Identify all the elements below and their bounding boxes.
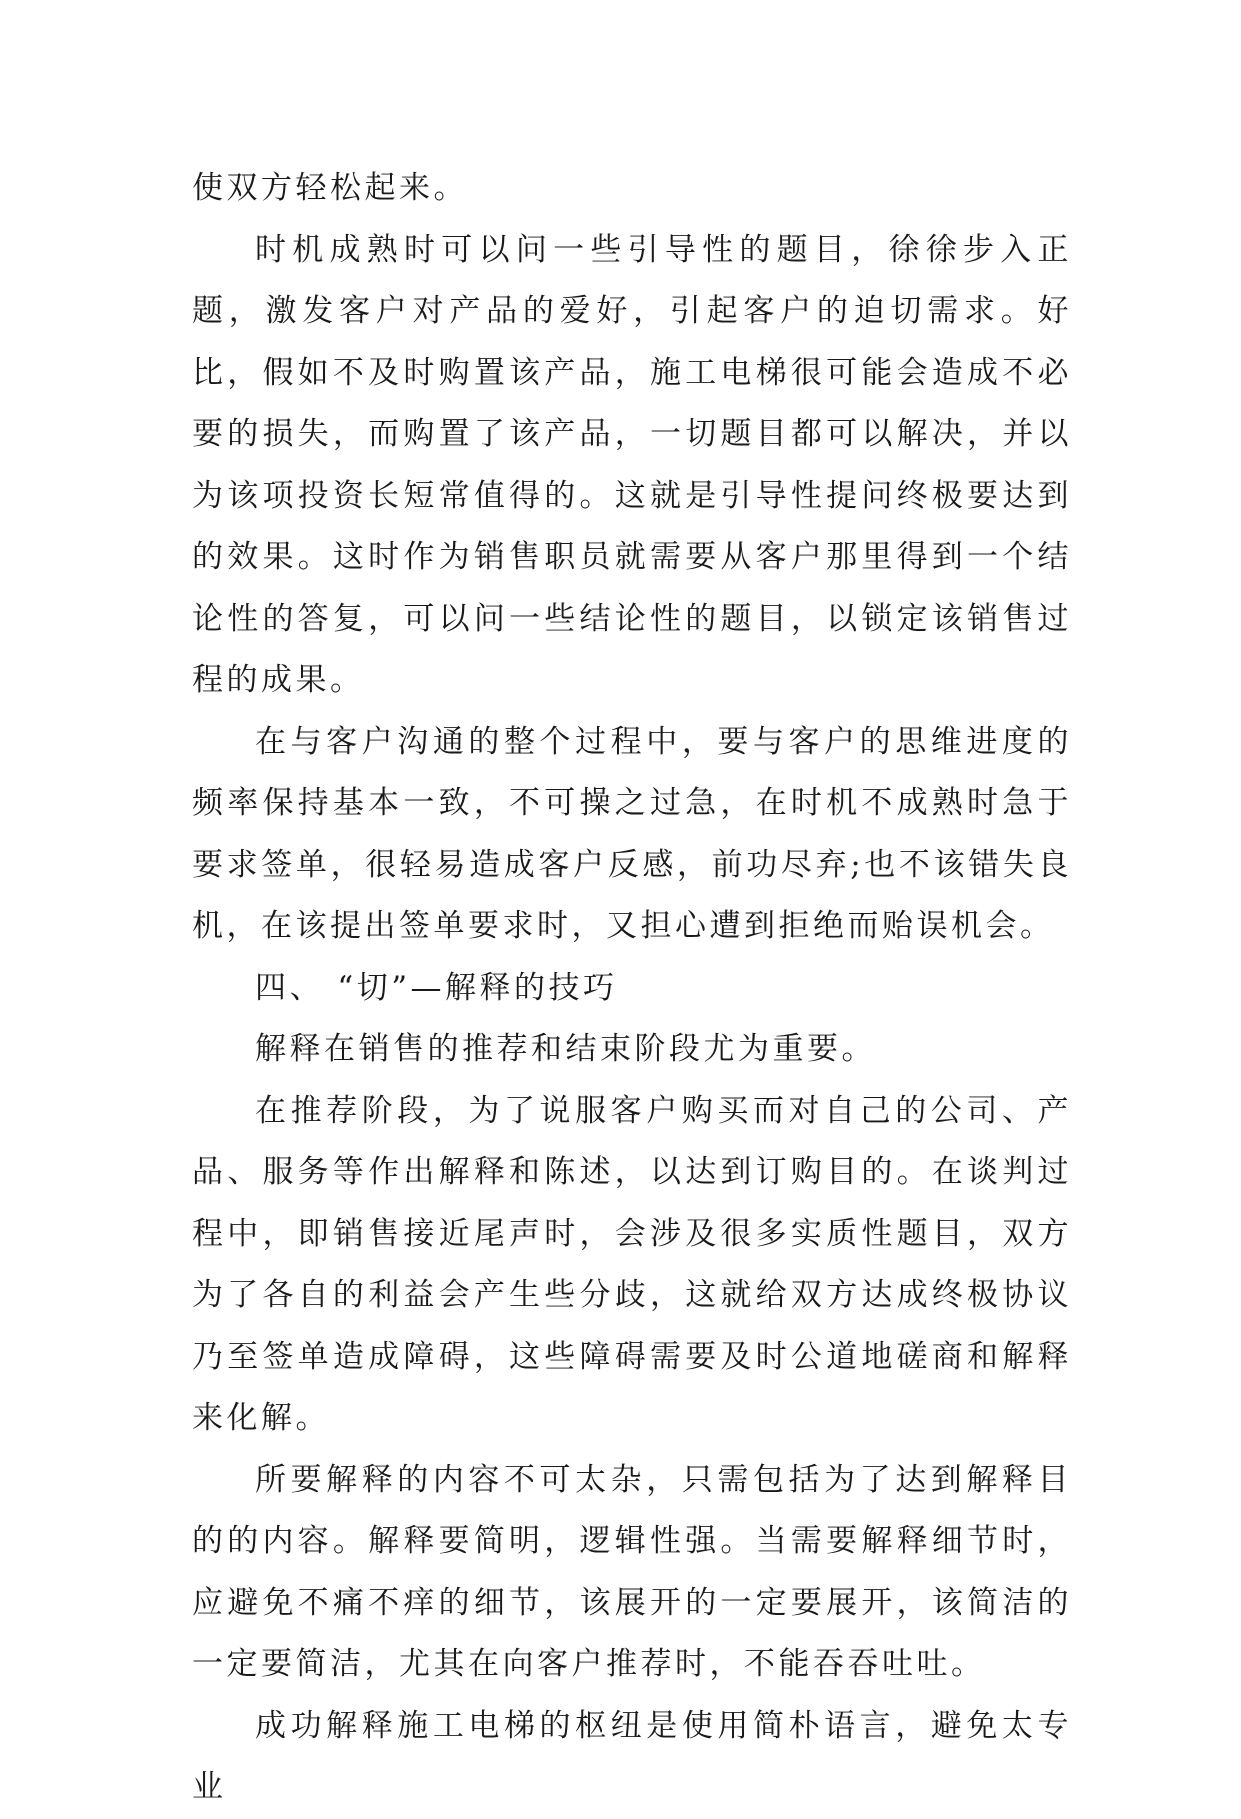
section-heading-explanation-skills: 四、 “切”—解释的技巧 [255, 969, 618, 1006]
paragraph-communication-pace: 在与客户沟通的整个过程中，要与客户的思维进度的频率保持基本一致，不可操之过急，在时机不成熟时急于要求签单，很轻易造成客户反感，前功尽弃;也不该错失良机，在该提出签单要求时，又担心遭到拒绝而贻误机会。 [192, 723, 1072, 944]
paragraph-simple-language: 成功解释施工电梯的枢纽是使用简朴语言，避免太专业 [192, 1707, 1072, 1805]
paragraph-recommendation-stage: 在推荐阶段，为了说服客户购买而对自己的公司、产品、服务等作出解释和陈述，以达到订购目的。在谈判过程中，即销售接近尾声时，会涉及很多实质性题目，双方为了各自的利益会产生些分歧，这就给双方达成终极协议乃至签单造成障碍，这些障碍需要及时公道地磋商和解释来化解。 [192, 1092, 1072, 1436]
document-body [192, 158, 1072, 1819]
paragraph-explanation-importance: 解释在销售的推荐和结束阶段尤为重要。 [255, 1031, 876, 1067]
paragraph-continuation: 使双方轻松起来。 [192, 170, 468, 206]
paragraph-explanation-content: 所要解释的内容不可太杂，只需包括为了达到解释目的的内容。解释要简明，逻辑性强。当需要解释细节时，应避免不痛不痒的细节，该展开的一定要展开，该简洁的一定要简洁，尤其在向客户推荐时，不能吞吞吐吐。 [192, 1461, 1072, 1682]
paragraph-guiding-questions: 时机成熟时可以问一些引导性的题目，徐徐步入正题，激发客户对产品的爱好，引起客户的迫切需求。好比，假如不及时购置该产品，施工电梯很可能会造成不必要的损失，而购置了该产品，一切题目都可以解决，并以为该项投资长短常值得的。这就是引导性提问终极要达到的效果。这时作为销售职员就需要从客户那里得到一个结论性的答复，可以问一些结论性的题目，以锁定该销售过程的成果。 [192, 231, 1072, 698]
